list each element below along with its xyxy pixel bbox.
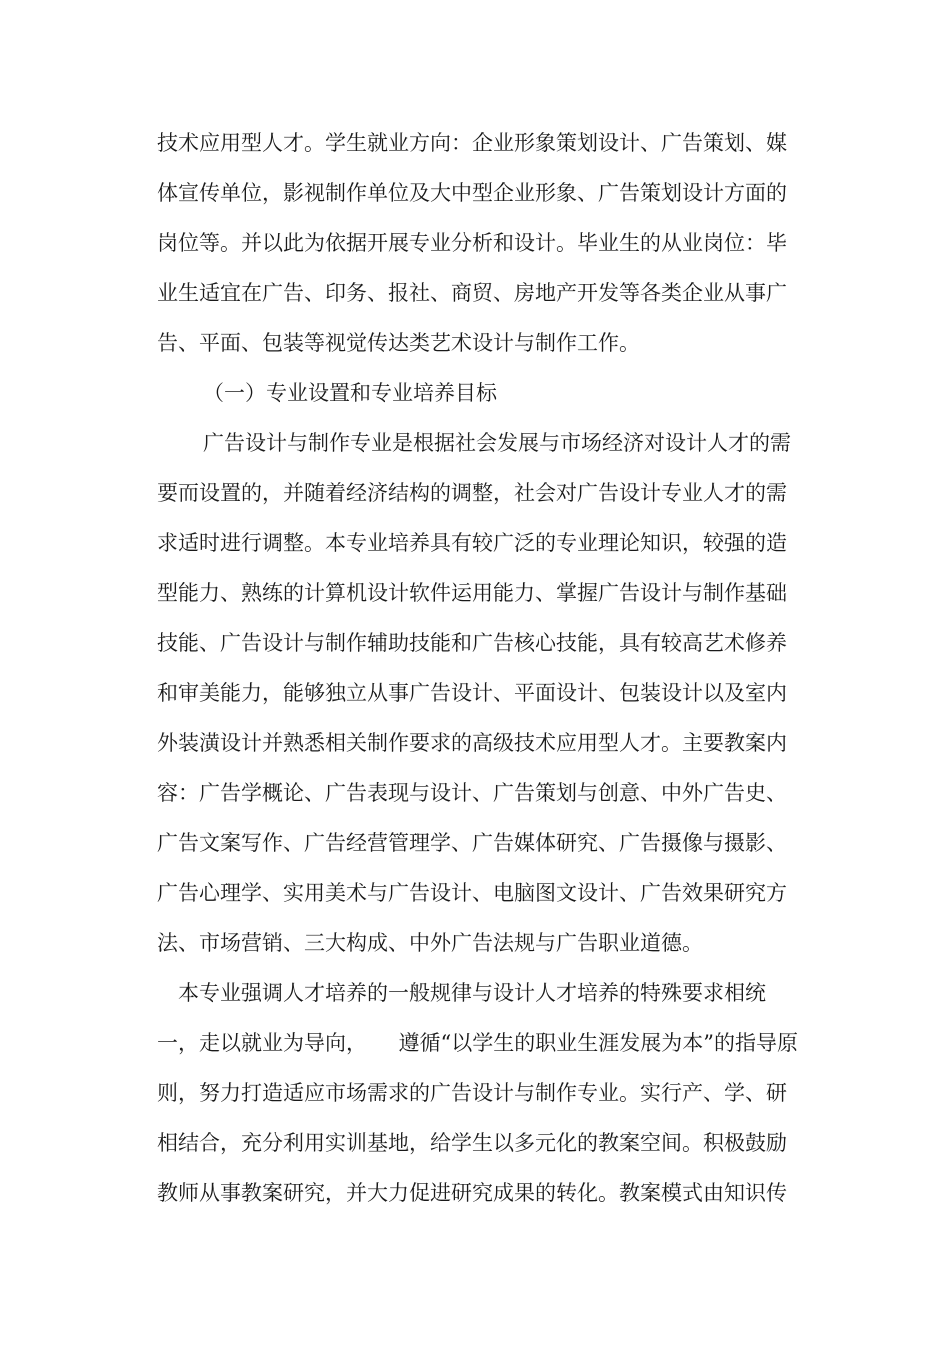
text-line: 技术应用型人才。学生就业方向：企业形象策划设计、广告策划、媒	[157, 131, 787, 155]
text-line: 一，走以就业为导向， 遵循“以学生的职业生涯发展为本”的指导原	[157, 1031, 798, 1055]
text-line: 业生适宜在广告、印务、报社、商贸、房地产开发等各类企业从事广	[157, 281, 787, 305]
text-line: 广告文案写作、广告经营管理学、广告媒体研究、广告摄像与摄影、	[157, 831, 787, 855]
text-line: 体宣传单位，影视制作单位及大中型企业形象、广告策划设计方面的	[157, 181, 787, 205]
section-heading: （一）专业设置和专业培养目标	[203, 381, 497, 405]
text-line: 教师从事教案研究，并大力促进研究成果的转化。教案模式由知识传	[157, 1181, 787, 1205]
text-line: 法、市场营销、三大构成、中外广告法规与广告职业道德。	[157, 931, 703, 955]
text-line: 外装潢设计并熟悉相关制作要求的高级技术应用型人才。主要教案内	[157, 731, 787, 755]
paragraph-first-line: 广告设计与制作专业是根据社会发展与市场经济对设计人才的需	[203, 431, 791, 455]
text-line: 要而设置的，并随着经济结构的调整，社会对广告设计专业人才的需	[157, 481, 787, 505]
text-line: 岗位等。并以此为依据开展专业分析和设计。毕业生的从业岗位：毕	[157, 231, 787, 255]
text-line: 告、平面、包装等视觉传达类艺术设计与制作工作。	[157, 331, 640, 355]
text-line: 型能力、熟练的计算机设计软件运用能力、掌握广告设计与制作基础	[157, 581, 787, 605]
text-line: 求适时进行调整。本专业培养具有较广泛的专业理论知识，较强的造	[157, 531, 787, 555]
paragraph-first-line: 本专业强调人才培养的一般规律与设计人才培养的特殊要求相统	[178, 981, 766, 1005]
text-line: 技能、广告设计与制作辅助技能和广告核心技能，具有较高艺术修养	[157, 631, 787, 655]
text-line: 则，努力打造适应市场需求的广告设计与制作专业。实行产、学、研	[157, 1081, 787, 1105]
text-line: 相结合，充分利用实训基地，给学生以多元化的教案空间。积极鼓励	[157, 1131, 787, 1155]
text-line: 和审美能力，能够独立从事广告设计、平面设计、包装设计以及室内	[157, 681, 787, 705]
text-line: 容：广告学概论、广告表现与设计、广告策划与创意、中外广告史、	[157, 781, 787, 805]
text-line: 广告心理学、实用美术与广告设计、电脑图文设计、广告效果研究方	[157, 881, 787, 905]
